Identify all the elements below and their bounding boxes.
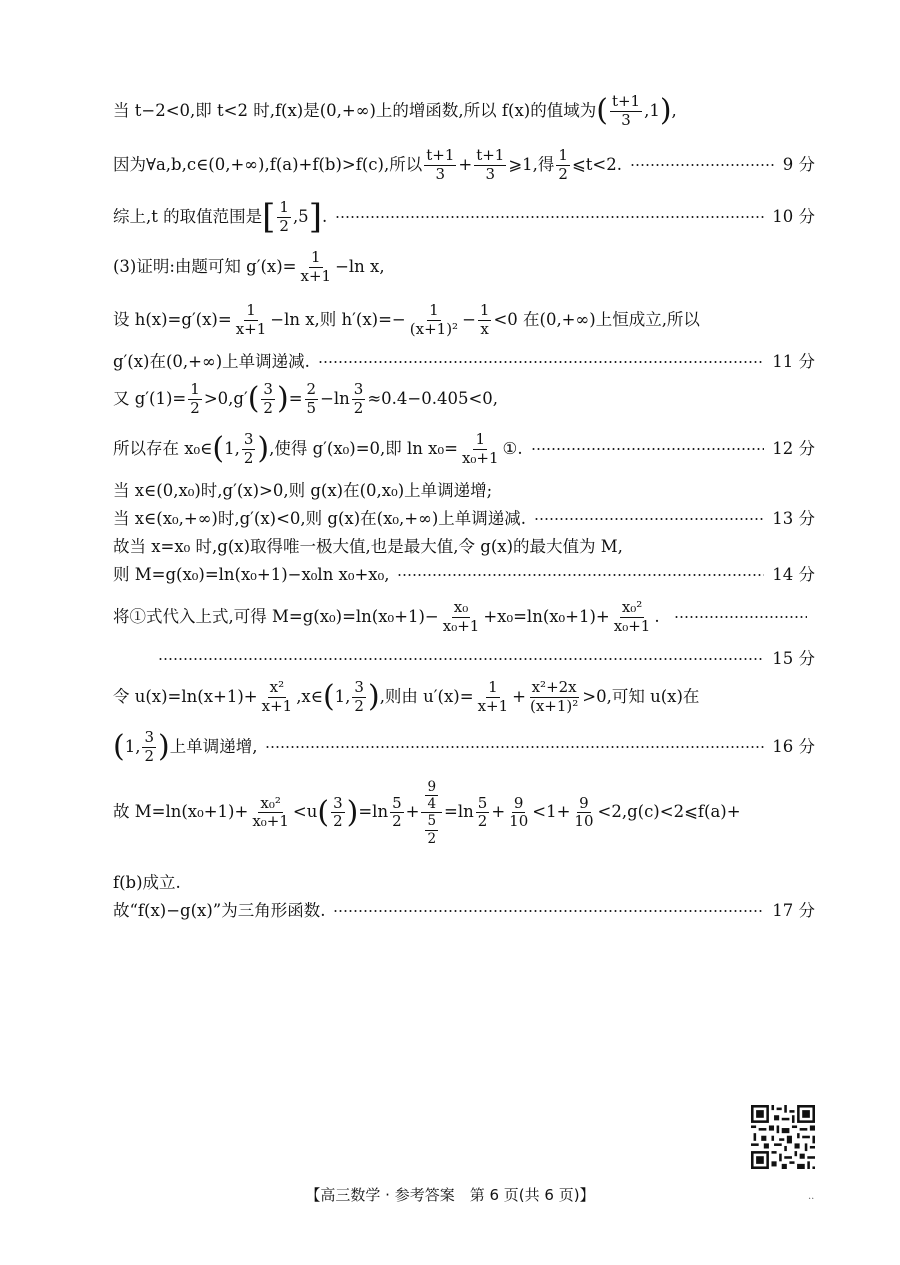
fraction xyxy=(556,148,570,183)
numerator: 5 xyxy=(477,793,488,812)
points-label: 16 分 xyxy=(772,736,815,756)
fraction xyxy=(250,793,291,831)
text: = xyxy=(288,388,303,408)
solution-line-7 xyxy=(113,382,815,417)
paren: ( xyxy=(596,93,608,129)
numerator: t+1 xyxy=(476,146,505,164)
numerator xyxy=(421,780,442,813)
leader-dots xyxy=(531,448,765,450)
text: 令 u(x)=ln(x+1)+ xyxy=(113,686,258,706)
points-label: 12 分 xyxy=(772,438,815,458)
text: 当 x∈(0,x₀)时,g′(x)>0,则 g(x)在(0,x₀)上单调递增; xyxy=(113,481,493,500)
denominator: (x+1)² xyxy=(529,696,579,715)
text: ,则由 u′(x)= xyxy=(379,686,474,706)
points-label: 10 分 xyxy=(772,206,815,226)
paren: ) xyxy=(158,729,170,765)
fraction xyxy=(528,680,580,715)
numerator: 3 xyxy=(353,380,364,398)
denominator: x+1 xyxy=(261,696,293,715)
numerator: 3 xyxy=(243,430,254,448)
numerator: 3 xyxy=(144,728,155,746)
fraction xyxy=(610,94,642,129)
numerator: 1 xyxy=(190,380,200,398)
text: −ln x, xyxy=(335,256,385,276)
text: =ln xyxy=(358,802,389,822)
paren: ) xyxy=(346,794,359,830)
leader-dots xyxy=(333,910,764,912)
paren: ) xyxy=(276,381,289,417)
fraction xyxy=(460,432,501,467)
denominator: x₀+1 xyxy=(442,616,480,635)
numerator: 3 xyxy=(354,678,364,696)
denominator: 2 xyxy=(353,398,364,417)
text: ,1 xyxy=(644,100,660,120)
compound-fraction xyxy=(421,780,442,846)
fraction xyxy=(305,382,319,417)
denominator: 2 xyxy=(263,398,273,417)
text: (3)证明:由题可知 g′(x)= xyxy=(113,256,297,276)
text: 故当 x=x₀ 时,g(x)取得唯一极大值,也是最大值,令 g(x)的最大值为 M, xyxy=(113,537,623,556)
solution-line-15 xyxy=(113,680,815,715)
denominator: x₀+1 xyxy=(252,812,289,831)
fraction xyxy=(188,382,202,417)
text: <2,g(c)<2⩽f(a)+ xyxy=(597,802,741,822)
numerator: 5 xyxy=(392,793,402,812)
solution-line-5 xyxy=(113,303,815,338)
denominator: 2 xyxy=(279,216,289,235)
points-label: 17 分 xyxy=(772,901,815,920)
numerator: x²+2x xyxy=(531,678,577,696)
numerator: 9 xyxy=(513,793,524,812)
fraction xyxy=(352,382,366,417)
text: >0,可知 u(x)在 xyxy=(582,686,700,706)
paren: ) xyxy=(659,93,672,129)
denominator: 2 xyxy=(333,812,343,831)
text: 因为∀a,b,c∈(0,+∞),f(a)+f(b)>f(c),所以 xyxy=(113,154,423,174)
numerator: x₀ xyxy=(453,598,469,616)
fraction xyxy=(441,600,482,635)
text: + xyxy=(512,686,526,706)
denominator: 2 xyxy=(190,398,200,417)
numerator: 1 xyxy=(279,198,289,216)
denominator: x₀+1 xyxy=(461,448,499,467)
text: ≈0.4−0.405<0, xyxy=(367,388,499,408)
text: +x₀=ln(x₀+1)+ xyxy=(483,606,610,626)
fraction xyxy=(260,680,295,715)
numerator: 9 xyxy=(427,779,437,795)
denominator: 3 xyxy=(485,164,496,183)
text: ⩾1,得 xyxy=(508,154,555,174)
denominator: 5 xyxy=(306,398,317,417)
fraction xyxy=(277,200,291,235)
text: 1, xyxy=(334,686,351,706)
points-label: 9 分 xyxy=(782,154,815,174)
solution-line-12 xyxy=(113,566,815,585)
solution-line-14 xyxy=(158,650,815,669)
solution-line-8 xyxy=(113,432,815,467)
fraction xyxy=(474,148,506,183)
denominator: x xyxy=(480,319,489,338)
numerator: 1 xyxy=(479,301,490,319)
text: 1, xyxy=(124,736,141,756)
text: . xyxy=(654,606,660,626)
numerator: x₀² xyxy=(621,598,643,616)
denominator: (x+1)² xyxy=(409,319,459,338)
numerator: 1 xyxy=(311,248,321,266)
denominator: 2 xyxy=(144,746,155,765)
points-label: 13 分 xyxy=(772,509,815,528)
paren: ( xyxy=(212,431,225,467)
corner-mark: .. xyxy=(808,1191,815,1202)
text: 故“f(x)−g(x)”为三角形函数. xyxy=(113,901,326,920)
fraction xyxy=(612,600,653,635)
bracket: [ xyxy=(262,197,276,238)
numerator: t+1 xyxy=(426,146,455,164)
fraction xyxy=(425,780,438,811)
fraction xyxy=(331,793,345,831)
text: −ln xyxy=(320,388,350,408)
numerator: 5 xyxy=(427,813,437,830)
leader-dots xyxy=(265,746,764,748)
text: ⩽t<2. xyxy=(571,154,622,174)
qr-code-icon xyxy=(751,1105,815,1169)
paren: ) xyxy=(367,679,380,715)
text: + xyxy=(458,154,473,174)
page-footer: 【高三数学 · 参考答案 第 6 页(共 6 页)】 xyxy=(305,1186,595,1204)
leader-dots xyxy=(534,518,764,520)
text: − xyxy=(462,309,476,329)
numerator: 1 xyxy=(558,146,568,164)
fraction xyxy=(352,680,366,715)
text: <1+ xyxy=(532,802,571,822)
denominator: 2 xyxy=(354,696,364,715)
denominator: x+1 xyxy=(235,319,267,338)
numerator: 1 xyxy=(429,301,439,319)
paren: ( xyxy=(322,679,335,715)
paren: ( xyxy=(247,381,260,417)
denominator: 10 xyxy=(574,812,594,831)
text: 当 x∈(x₀,+∞)时,g′(x)<0,则 g(x)在(x₀,+∞)上单调递减. xyxy=(113,509,527,528)
fraction xyxy=(478,303,492,338)
denominator: 2 xyxy=(243,448,254,467)
solution-line-13 xyxy=(113,600,815,635)
leader-dots xyxy=(674,616,807,618)
leader-dots xyxy=(335,216,764,218)
numerator: 3 xyxy=(263,380,273,398)
text: ,x∈ xyxy=(296,686,323,706)
fraction xyxy=(261,382,275,417)
text: >0,g′ xyxy=(203,388,248,408)
fraction xyxy=(234,303,269,338)
text: ,使得 g′(x₀)=0,即 ln x₀= xyxy=(269,438,458,458)
text: 故 M=ln(x₀+1)+ xyxy=(113,802,249,822)
solution-line-1 xyxy=(113,94,815,129)
numerator: 1 xyxy=(475,430,485,448)
solution-line-3 xyxy=(113,197,815,238)
text: 当 t−2<0,即 t<2 时,f(x)是(0,+∞)上的增函数,所以 f(x)的值域为 xyxy=(113,100,597,120)
text: =ln xyxy=(444,802,474,822)
text: 所以存在 x₀∈ xyxy=(113,438,213,458)
denominator: 2 xyxy=(477,812,488,831)
denominator: x₀+1 xyxy=(613,616,651,635)
denominator: 2 xyxy=(427,830,437,847)
solution-line-17 xyxy=(113,780,815,846)
numerator: 3 xyxy=(333,793,343,812)
points-label: 11 分 xyxy=(772,352,815,371)
fraction xyxy=(408,303,460,338)
text: 则 M=g(x₀)=ln(x₀+1)−x₀ln x₀+x₀, xyxy=(113,565,390,584)
text: ,5 xyxy=(292,206,309,226)
solution-line-10 xyxy=(113,510,815,529)
fraction xyxy=(425,814,438,845)
numerator: 9 xyxy=(579,793,589,812)
fraction xyxy=(299,250,334,285)
text: 设 h(x)=g′(x)= xyxy=(113,309,232,329)
fraction xyxy=(476,793,490,831)
fraction xyxy=(390,793,404,831)
leader-dots xyxy=(397,574,764,576)
points-label: 14 分 xyxy=(772,565,815,584)
text: 上单调递增, xyxy=(169,736,258,756)
text: <0 在(0,+∞)上恒成立,所以 xyxy=(493,309,700,329)
numerator: x² xyxy=(269,678,285,696)
denominator: 3 xyxy=(621,110,631,129)
text: 将①式代入上式,可得 M=g(x₀)=ln(x₀+1)− xyxy=(113,606,439,626)
text: . xyxy=(321,206,328,226)
leader-dots xyxy=(630,164,775,166)
solution-line-4 xyxy=(113,250,815,285)
denominator: x+1 xyxy=(300,266,332,285)
text: , xyxy=(671,100,677,120)
text: 综上,t 的取值范围是 xyxy=(113,206,263,226)
solution-line-19 xyxy=(113,902,815,921)
fraction xyxy=(242,432,256,467)
text: g′(x)在(0,+∞)上单调递减. xyxy=(113,352,310,371)
solution-line-9 xyxy=(113,482,815,501)
solution-line-6 xyxy=(113,353,815,372)
text: + xyxy=(405,802,420,822)
numerator: 2 xyxy=(306,380,317,398)
denominator: 4 xyxy=(427,796,437,813)
text: <u xyxy=(292,802,318,822)
leader-dots xyxy=(158,658,764,660)
denominator: 2 xyxy=(392,812,402,831)
fraction xyxy=(572,793,595,831)
points-label: 15 分 xyxy=(772,649,815,668)
fraction xyxy=(424,148,456,183)
solution-line-11 xyxy=(113,538,815,557)
numerator: 1 xyxy=(488,678,498,696)
denominator: 10 xyxy=(509,812,529,831)
fraction xyxy=(142,730,156,765)
fraction xyxy=(507,793,530,831)
denominator: 3 xyxy=(435,164,446,183)
numerator: t+1 xyxy=(611,92,641,110)
paren: ( xyxy=(113,729,125,765)
paren: ( xyxy=(317,794,330,830)
text: + xyxy=(491,802,506,822)
text: ①. xyxy=(502,438,523,458)
text: −ln x,则 h′(x)=− xyxy=(270,309,406,329)
denominator xyxy=(421,813,442,845)
bracket: ] xyxy=(308,197,322,238)
denominator: 2 xyxy=(558,164,568,183)
numerator: x₀² xyxy=(260,793,281,812)
text: f(b)成立. xyxy=(113,873,181,892)
solution-line-16 xyxy=(113,730,815,765)
denominator: x+1 xyxy=(477,696,509,715)
numerator: 1 xyxy=(246,301,256,319)
solution-line-2 xyxy=(113,148,815,183)
text: 1, xyxy=(224,438,240,458)
paren: ) xyxy=(257,431,270,467)
leader-dots xyxy=(318,361,764,363)
text: 又 g′(1)= xyxy=(113,388,187,408)
fraction xyxy=(476,680,511,715)
solution-line-18 xyxy=(113,874,815,893)
